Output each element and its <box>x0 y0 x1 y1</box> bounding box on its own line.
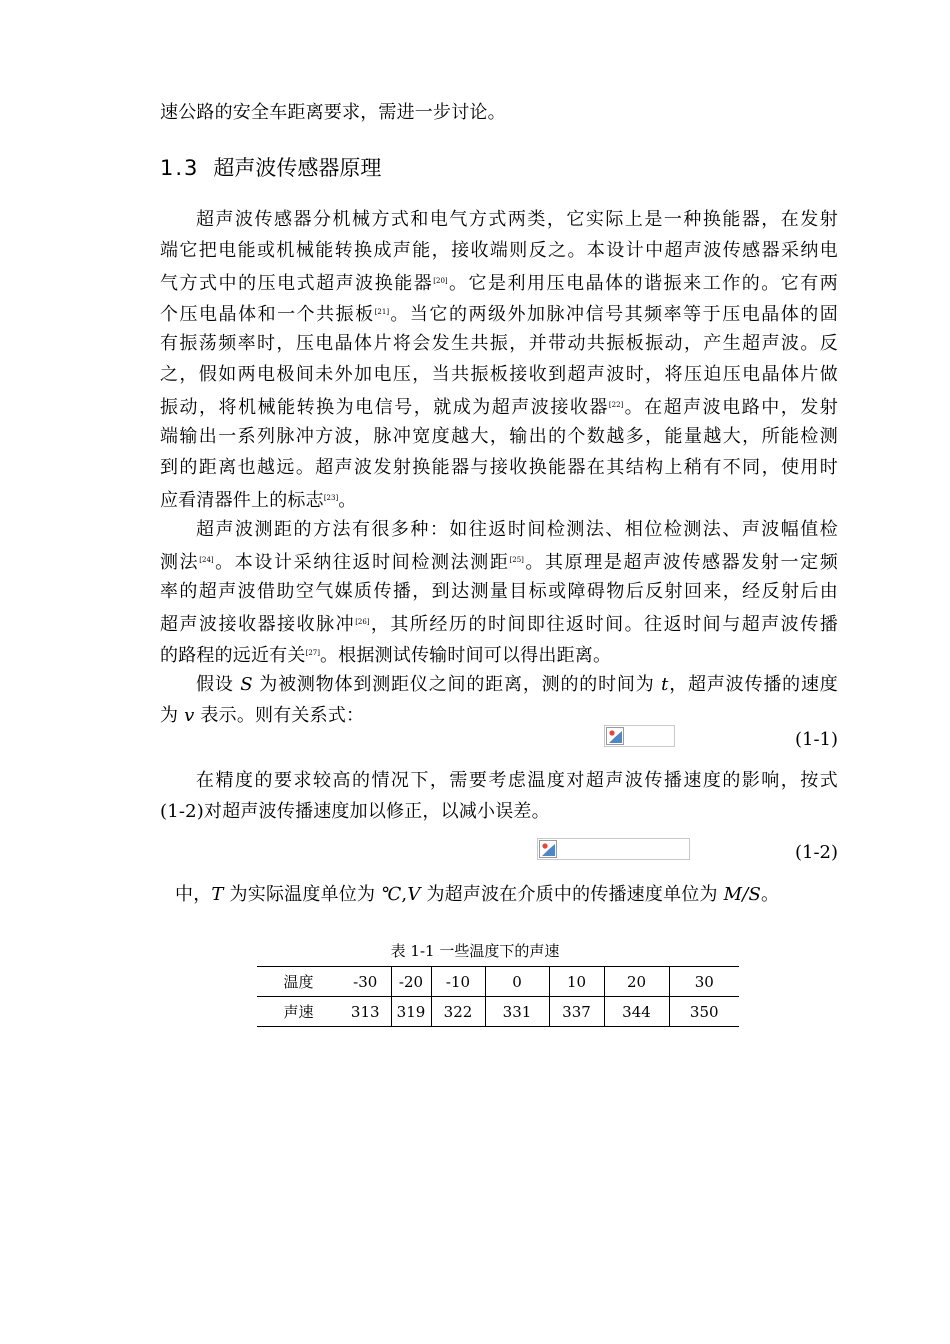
table-cell: -10 <box>431 967 485 997</box>
citation-ref: [26] <box>355 618 370 626</box>
paragraph-2-line: 超声波测距的方法有很多种：如往返时间检测法、相位检测法、声波幅值检 <box>196 519 838 540</box>
broken-image-icon <box>539 840 557 858</box>
table-cell: 20 <box>604 967 669 997</box>
text-span: 。本设计采纳往返时间检测法测距 <box>213 552 510 573</box>
citation-ref: [24] <box>199 556 214 564</box>
text-span: 。 <box>338 490 357 511</box>
text-span: 。其原理是超声波传感器发射一定频 <box>523 552 838 573</box>
table-cell: 319 <box>391 997 431 1027</box>
table-cell: 350 <box>669 997 739 1027</box>
text-span: 假设 <box>196 674 241 695</box>
paragraph-1-line: 有振荡频率时，压电晶体片将会发生共振，并带动共振板振动，产生超声波。反 <box>160 333 838 354</box>
paragraph-2-line <box>160 607 838 640</box>
text-span: 表示。则有关系式： <box>194 705 365 726</box>
text-span: 振动，将机械能转换为电信号，就成为超声波接收器 <box>160 397 609 418</box>
paragraph-2-line <box>160 638 838 671</box>
table-row-label: 温度 <box>257 967 340 997</box>
broken-image-icon <box>606 727 624 745</box>
equation-2-image <box>537 838 690 860</box>
table-row-temperature <box>257 967 739 997</box>
table-cell: 322 <box>431 997 485 1027</box>
text-span: 。当它的两级外加脉冲信号其频率等于压电晶体的固 <box>389 304 838 325</box>
paragraph-1-line <box>160 483 838 516</box>
text-span: 的路程的远近有关 <box>160 645 306 666</box>
sound-speed-table <box>257 966 739 1027</box>
text-span: 应看清器件上的标志 <box>160 490 324 511</box>
citation-ref: [27] <box>305 649 320 657</box>
text-span: ，其所经历的时间即往返时间。往返时间与超声波传播 <box>369 614 838 635</box>
text-span: 超声波接收器接收脉冲 <box>160 614 356 635</box>
citation-ref: [20] <box>433 277 448 285</box>
paragraph-4-line: 在精度的要求较高的情况下，需要考虑温度对超声波传播速度的影响，按式 <box>196 770 838 791</box>
table-caption: 表 1-1 一些温度下的声速 <box>390 942 560 960</box>
citation-ref: [21] <box>374 308 390 316</box>
table-row-label: 声速 <box>257 997 340 1027</box>
table-cell: 344 <box>604 997 669 1027</box>
text-span: 个压电晶体和一个共振板 <box>160 304 375 325</box>
paragraph-3-line <box>196 669 838 700</box>
equation-1-image <box>604 725 675 747</box>
paragraph-1-line <box>160 266 838 299</box>
paragraph-4-line: (1-2)对超声波传播速度加以修正，以减小误差。 <box>160 801 550 822</box>
paragraph-2-line <box>160 545 838 578</box>
paragraph-1-line: 端输出一系列脉冲方波，脉冲宽度越大，输出的个数越多，能量越大，所能检测 <box>160 426 838 447</box>
table-cell: 313 <box>340 997 391 1027</box>
paragraph-1-line <box>160 390 838 423</box>
paragraph-2-line: 率的超声波借助空气媒质传播，到达测量目标或障碍物后反射回来，经反射后由 <box>160 581 838 602</box>
text-span: 测法 <box>160 552 200 573</box>
variable-v: v <box>184 705 195 726</box>
text-span: 。在超声波电路中，发射 <box>623 397 838 418</box>
section-title: 超声波传感器原理 <box>213 156 382 180</box>
variable-t: t <box>661 674 669 695</box>
text-span: 为实际温度单位为 <box>223 884 382 905</box>
table-cell: -30 <box>340 967 391 997</box>
citation-ref: [23] <box>323 494 339 502</box>
paragraph-1-line: 之，假如两电极间未外加电压，当共振板接收到超声波时，将压迫压电晶体片做 <box>160 364 838 385</box>
citation-ref: [25] <box>509 556 524 564</box>
table-cell: 337 <box>549 997 604 1027</box>
text-span: 为被测物体到测距仪之间的距离，测的的时间为 <box>252 674 662 695</box>
text-span: , <box>401 884 408 905</box>
text-span: 中， <box>175 884 212 905</box>
unit-m-per-s: M/S <box>723 884 762 905</box>
table-cell: 30 <box>669 967 739 997</box>
paragraph-3-line <box>160 700 838 731</box>
paragraph-1-line: 端它把电能或机械能转换成声能，接收端则反之。本设计中超声波传感器采纳电 <box>160 240 838 261</box>
paragraph-5-line <box>175 879 838 910</box>
text-span: 为 <box>160 705 185 726</box>
unit-celsius: ℃ <box>381 884 402 905</box>
paragraph-1-line: 到的距离也越远。超声波发射换能器与接收换能器在其结构上稍有不同，使用时 <box>160 457 838 478</box>
text-span: 为超声波在介质中的传播速度单位为 <box>420 884 724 905</box>
variable-t-upper: T <box>211 884 224 905</box>
text-span: 。 <box>761 884 780 905</box>
table-cell: -20 <box>391 967 431 997</box>
table-cell: 0 <box>485 967 549 997</box>
text-span: ，超声波传播的速度 <box>668 674 838 695</box>
text-span: 。根据测试传输时间可以得出距离。 <box>319 645 612 666</box>
section-heading <box>160 152 381 182</box>
section-number: 1.3 <box>160 156 200 180</box>
table-row-speed <box>257 997 739 1027</box>
paragraph-1-line: 超声波传感器分机械方式和电气方式两类，它实际上是一种换能器，在发射 <box>196 209 838 230</box>
text-span: 气方式中的压电式超声波换能器 <box>160 273 434 294</box>
text-span: 。它是利用压电晶体的谐振来工作的。它有两 <box>447 273 838 294</box>
variable-s: S <box>240 674 253 695</box>
table-cell: 331 <box>485 997 549 1027</box>
equation-1-number: (1-1) <box>794 729 838 750</box>
paragraph-1-line <box>160 297 838 330</box>
table-cell: 10 <box>549 967 604 997</box>
citation-ref: [22] <box>608 401 624 409</box>
variable-v-upper: V <box>407 884 421 905</box>
text-line: 速公路的安全车距离要求，需进一步讨论。 <box>160 102 506 123</box>
equation-2-number: (1-2) <box>794 842 838 863</box>
